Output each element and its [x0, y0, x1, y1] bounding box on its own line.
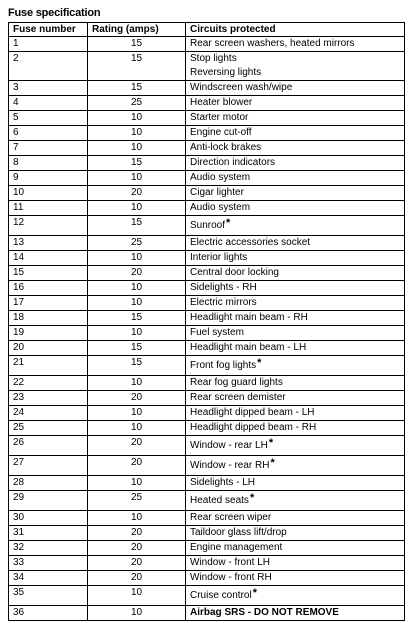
circuit-text: Sidelights - RH — [190, 282, 257, 293]
table-row — [9, 266, 405, 281]
rating-cell: 15 — [88, 341, 186, 356]
circuit-text: Rear screen demister — [190, 392, 286, 403]
fuse-number-cell: 18 — [9, 311, 88, 326]
fuse-number-cell: 12 — [9, 216, 88, 236]
fuse-number-cell: 19 — [9, 326, 88, 341]
fuse-number-cell: 4 — [9, 96, 88, 111]
rating-cell: 10 — [88, 606, 186, 621]
table-row — [9, 436, 405, 456]
circuit-text: Sidelights - LH — [190, 477, 256, 488]
circuits-cell — [186, 456, 405, 476]
circuit-text: Rear screen wiper — [190, 512, 272, 523]
table-row — [9, 511, 405, 526]
table-row — [9, 111, 405, 126]
circuits-cell — [186, 391, 405, 406]
fuse-number-cell: 14 — [9, 251, 88, 266]
circuit-text: Fuel system — [190, 327, 244, 338]
circuits-cell — [186, 141, 405, 156]
rating-cell: 10 — [88, 171, 186, 186]
circuit-text: Headlight main beam - LH — [190, 342, 307, 353]
rating-cell: 15 — [88, 156, 186, 171]
table-row — [9, 156, 405, 171]
circuits-cell — [186, 52, 405, 81]
table-row — [9, 586, 405, 606]
rating-cell: 10 — [88, 421, 186, 436]
circuits-cell — [186, 216, 405, 236]
circuit-text: Starter motor — [190, 112, 249, 123]
table-row — [9, 341, 405, 356]
circuit-text: Heater blower — [190, 97, 253, 108]
fuse-number-cell: 30 — [9, 511, 88, 526]
table-row — [9, 391, 405, 406]
circuits-cell — [186, 376, 405, 391]
circuit-text: Reversing lights — [190, 67, 262, 78]
circuit-text: Engine cut-off — [190, 127, 252, 138]
fuse-number-cell: 32 — [9, 541, 88, 556]
fuse-number-cell: 29 — [9, 491, 88, 511]
rating-cell: 25 — [88, 491, 186, 511]
table-row — [9, 186, 405, 201]
rating-cell: 10 — [88, 476, 186, 491]
rating-cell: 25 — [88, 96, 186, 111]
rating-cell: 10 — [88, 251, 186, 266]
fuse-number-cell: 24 — [9, 406, 88, 421]
footnote-star-icon: * — [249, 492, 255, 504]
circuits-cell — [186, 511, 405, 526]
circuit-text: Interior lights — [190, 252, 248, 263]
table-row — [9, 406, 405, 421]
header-circuits: Circuits protected — [186, 23, 405, 37]
circuits-cell — [186, 111, 405, 126]
table-row — [9, 141, 405, 156]
circuits-cell — [186, 491, 405, 511]
table-row — [9, 456, 405, 476]
circuit-text: Headlight main beam - RH — [190, 312, 308, 323]
header-fuse-number: Fuse number — [9, 23, 88, 37]
rating-cell: 25 — [88, 236, 186, 251]
rating-cell: 15 — [88, 52, 186, 81]
circuit-text: Direction indicators — [190, 157, 276, 168]
fuse-spec-page — [8, 6, 404, 621]
rating-cell: 20 — [88, 571, 186, 586]
fuse-number-cell: 26 — [9, 436, 88, 456]
table-row — [9, 251, 405, 266]
circuits-cell — [186, 341, 405, 356]
rating-cell: 10 — [88, 511, 186, 526]
circuits-cell — [186, 326, 405, 341]
circuit-text: Electric mirrors — [190, 297, 257, 308]
circuits-cell — [186, 421, 405, 436]
rating-cell: 15 — [88, 216, 186, 236]
circuit-text: Anti-lock brakes — [190, 142, 262, 153]
fuse-number-cell: 21 — [9, 356, 88, 376]
footnote-star-icon: * — [270, 457, 275, 469]
fuse-number-cell: 25 — [9, 421, 88, 436]
rating-cell: 10 — [88, 126, 186, 141]
circuits-cell — [186, 356, 405, 376]
rating-cell: 15 — [88, 81, 186, 96]
fuse-number-cell: 34 — [9, 571, 88, 586]
table-row — [9, 96, 405, 111]
table-row — [9, 571, 405, 586]
rating-cell: 10 — [88, 141, 186, 156]
table-row — [9, 216, 405, 236]
circuits-cell — [186, 201, 405, 216]
fuse-table — [8, 22, 405, 621]
fuse-number-cell: 36 — [9, 606, 88, 621]
table-row — [9, 356, 405, 376]
table-row — [9, 476, 405, 491]
circuits-cell — [186, 171, 405, 186]
rating-cell: 10 — [88, 281, 186, 296]
footnote-star-icon: * — [257, 357, 262, 369]
circuit-text: Window - front RH — [190, 572, 272, 583]
fuse-number-cell: 11 — [9, 201, 88, 216]
fuse-number-cell: 7 — [9, 141, 88, 156]
circuits-cell — [186, 526, 405, 541]
table-row — [9, 326, 405, 341]
circuits-cell — [186, 556, 405, 571]
table-row — [9, 526, 405, 541]
circuits-cell — [186, 126, 405, 141]
circuit-text: Electric accessories socket — [190, 237, 311, 248]
circuits-cell — [186, 571, 405, 586]
circuit-text: Audio system — [190, 202, 251, 213]
rating-cell: 20 — [88, 436, 186, 456]
fuse-number-cell: 28 — [9, 476, 88, 491]
circuits-cell — [186, 81, 405, 96]
circuits-cell — [186, 406, 405, 421]
circuits-cell — [186, 186, 405, 201]
circuits-cell — [186, 296, 405, 311]
header-rating: Rating (amps) — [88, 23, 186, 37]
table-row — [9, 376, 405, 391]
circuits-cell — [186, 281, 405, 296]
fuse-number-cell: 15 — [9, 266, 88, 281]
circuit-text: Heated seats — [190, 495, 249, 506]
footnote-star-icon: * — [268, 437, 274, 449]
circuit-text: Central door locking — [190, 267, 279, 278]
fuse-number-cell: 3 — [9, 81, 88, 96]
circuit-text: Cruise control — [190, 590, 252, 601]
circuit-text: Headlight dipped beam - RH — [190, 422, 317, 433]
fuse-number-cell: 2 — [9, 52, 88, 81]
rating-cell: 10 — [88, 111, 186, 126]
fuse-number-cell: 22 — [9, 376, 88, 391]
circuits-cell — [186, 37, 405, 52]
table-row — [9, 491, 405, 511]
circuits-cell — [186, 96, 405, 111]
rating-cell: 10 — [88, 586, 186, 606]
circuits-cell — [186, 541, 405, 556]
rating-cell: 10 — [88, 326, 186, 341]
fuse-number-cell: 33 — [9, 556, 88, 571]
fuse-number-cell: 6 — [9, 126, 88, 141]
table-row — [9, 52, 405, 81]
circuit-text: Rear fog guard lights — [190, 377, 283, 388]
circuit-text: Engine management — [190, 542, 283, 553]
circuits-cell — [186, 156, 405, 171]
circuits-cell — [186, 311, 405, 326]
circuit-text: Taildoor glass lift/drop — [190, 527, 287, 538]
circuit-text: Sunroof — [190, 220, 226, 231]
fuse-number-cell: 13 — [9, 236, 88, 251]
circuits-cell — [186, 476, 405, 491]
table-row — [9, 236, 405, 251]
table-row — [9, 556, 405, 571]
circuit-text: Window - rear RH — [190, 460, 270, 471]
circuit-text: Rear screen washers, heated mirrors — [190, 38, 355, 49]
table-row — [9, 421, 405, 436]
circuit-text: Airbag SRS - DO NOT REMOVE — [190, 607, 339, 618]
footnote-star-icon: * — [252, 587, 257, 599]
fuse-number-cell: 17 — [9, 296, 88, 311]
rating-cell: 20 — [88, 186, 186, 201]
fuse-number-cell: 27 — [9, 456, 88, 476]
circuit-text: Window - front LH — [190, 557, 271, 568]
rating-cell: 15 — [88, 356, 186, 376]
fuse-number-cell: 5 — [9, 111, 88, 126]
rating-cell: 10 — [88, 406, 186, 421]
circuit-text: Stop lights — [190, 53, 237, 64]
rating-cell: 15 — [88, 37, 186, 52]
rating-cell: 10 — [88, 376, 186, 391]
fuse-number-cell: 31 — [9, 526, 88, 541]
table-header-row — [9, 23, 405, 37]
rating-cell: 20 — [88, 456, 186, 476]
fuse-number-cell: 23 — [9, 391, 88, 406]
table-row — [9, 201, 405, 216]
rating-cell: 15 — [88, 311, 186, 326]
circuit-text: Window - rear LH — [190, 440, 268, 451]
fuse-number-cell: 9 — [9, 171, 88, 186]
rating-cell: 10 — [88, 296, 186, 311]
rating-cell: 20 — [88, 266, 186, 281]
fuse-number-cell: 35 — [9, 586, 88, 606]
table-row — [9, 126, 405, 141]
circuits-cell — [186, 606, 405, 621]
circuit-text: Front fog lights — [190, 360, 257, 371]
circuits-cell — [186, 266, 405, 281]
table-row — [9, 81, 405, 96]
fuse-number-cell: 20 — [9, 341, 88, 356]
circuit-text: Audio system — [190, 172, 251, 183]
rating-cell: 20 — [88, 526, 186, 541]
table-row — [9, 311, 405, 326]
table-row — [9, 171, 405, 186]
rating-cell: 10 — [88, 201, 186, 216]
fuse-number-cell: 16 — [9, 281, 88, 296]
circuit-text: Windscreen wash/wipe — [190, 82, 293, 93]
circuit-text: Cigar lighter — [190, 187, 244, 198]
fuse-number-cell: 10 — [9, 186, 88, 201]
table-row — [9, 296, 405, 311]
table-row — [9, 37, 405, 52]
table-row — [9, 541, 405, 556]
fuse-number-cell: 1 — [9, 37, 88, 52]
fuse-number-cell: 8 — [9, 156, 88, 171]
rating-cell: 20 — [88, 391, 186, 406]
rating-cell: 20 — [88, 556, 186, 571]
circuit-text: Headlight dipped beam - LH — [190, 407, 315, 418]
circuits-cell — [186, 586, 405, 606]
table-row — [9, 281, 405, 296]
table-row — [9, 606, 405, 621]
circuits-cell — [186, 236, 405, 251]
footnote-star-icon: * — [226, 217, 231, 229]
table-body — [9, 37, 405, 621]
circuits-cell — [186, 436, 405, 456]
circuits-cell — [186, 251, 405, 266]
page-title: Fuse specification — [8, 7, 101, 19]
rating-cell: 20 — [88, 541, 186, 556]
